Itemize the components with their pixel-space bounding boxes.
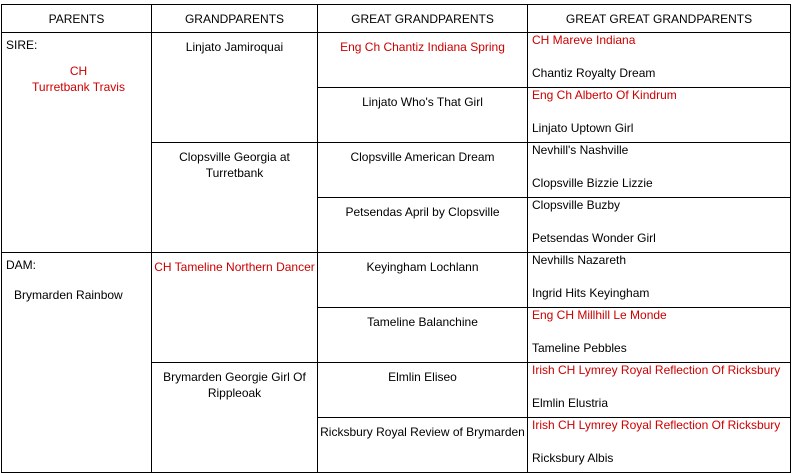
gggp-name: Chantiz Royalty Dream — [532, 66, 656, 80]
great-grandparent-cell: Clopsville American Dream — [318, 143, 528, 198]
gggp-name: Clopsville Buzby — [532, 198, 621, 212]
pedigree-row — [2, 33, 791, 88]
header-great-great-grandparents: GREAT GREAT GRANDPARENTS — [528, 5, 791, 33]
great-great-grandparent-cell — [528, 88, 791, 143]
header-grandparents: GRANDPARENTS — [152, 5, 318, 33]
great-grandparent-cell: Ricksbury Royal Review of Brymarden — [318, 418, 528, 473]
sire-label: SIRE: — [6, 38, 38, 52]
great-grandparent-cell: Linjato Who's That Girl — [318, 88, 528, 143]
great-great-grandparent-cell — [528, 143, 791, 198]
sire-name-title: CH — [69, 64, 88, 78]
dam-cell — [2, 253, 152, 473]
gggp-name: Eng CH Millhill Le Monde — [532, 308, 667, 322]
dam-label: DAM: — [6, 258, 36, 272]
gggp-name: Irish CH Lymrey Royal Reflection Of Ricksbury — [532, 418, 781, 432]
dam-name: Brymarden Rainbow — [14, 288, 123, 302]
great-great-grandparent-cell — [528, 308, 791, 363]
grandparent-cell: CH Tameline Northern Dancer — [152, 253, 318, 363]
gggp-name: Petsendas Wonder Girl — [532, 231, 656, 245]
sire-cell — [2, 33, 152, 253]
great-great-grandparent-cell — [528, 253, 791, 308]
header-parents: PARENTS — [2, 5, 152, 33]
header-great-grandparents: GREAT GRANDPARENTS — [318, 5, 528, 33]
gggp-name: Nevhills Nazareth — [532, 253, 627, 267]
grandparent-cell: Clopsville Georgia at Turretbank — [152, 143, 318, 253]
great-great-grandparent-cell — [528, 363, 791, 418]
great-great-grandparent-cell — [528, 418, 791, 473]
pedigree-row — [2, 253, 791, 308]
gggp-name: Linjato Uptown Girl — [532, 121, 634, 135]
great-grandparent-cell: Elmlin Eliseo — [318, 363, 528, 418]
great-grandparent-cell: Tameline Balanchine — [318, 308, 528, 363]
great-great-grandparent-cell — [528, 198, 791, 253]
great-grandparent-cell: Eng Ch Chantiz Indiana Spring — [318, 33, 528, 88]
gggp-name: Tameline Pebbles — [532, 341, 627, 355]
great-great-grandparent-cell — [528, 33, 791, 88]
gggp-name: Nevhill's Nashville — [532, 143, 629, 157]
sire-name: Turretbank Travis — [32, 80, 125, 94]
great-grandparent-cell: Petsendas April by Clopsville — [318, 198, 528, 253]
gggp-name: Clopsville Bizzie Lizzie — [532, 176, 653, 190]
gggp-name: Irish CH Lymrey Royal Reflection Of Ricksbury — [532, 363, 781, 377]
grandparent-cell: Brymarden Georgie Girl Of Rippleoak — [152, 363, 318, 473]
gggp-name: Ingrid Hits Keyingham — [532, 286, 650, 300]
grandparent-cell: Linjato Jamiroquai — [152, 33, 318, 143]
gggp-name: Ricksbury Albis — [532, 451, 614, 465]
pedigree-table — [1, 4, 791, 473]
header-row — [2, 5, 791, 33]
gggp-name: CH Mareve Indiana — [532, 33, 636, 47]
gggp-name: Eng Ch Alberto Of Kindrum — [532, 88, 677, 102]
gggp-name: Elmlin Elustria — [532, 396, 609, 410]
great-grandparent-cell: Keyingham Lochlann — [318, 253, 528, 308]
